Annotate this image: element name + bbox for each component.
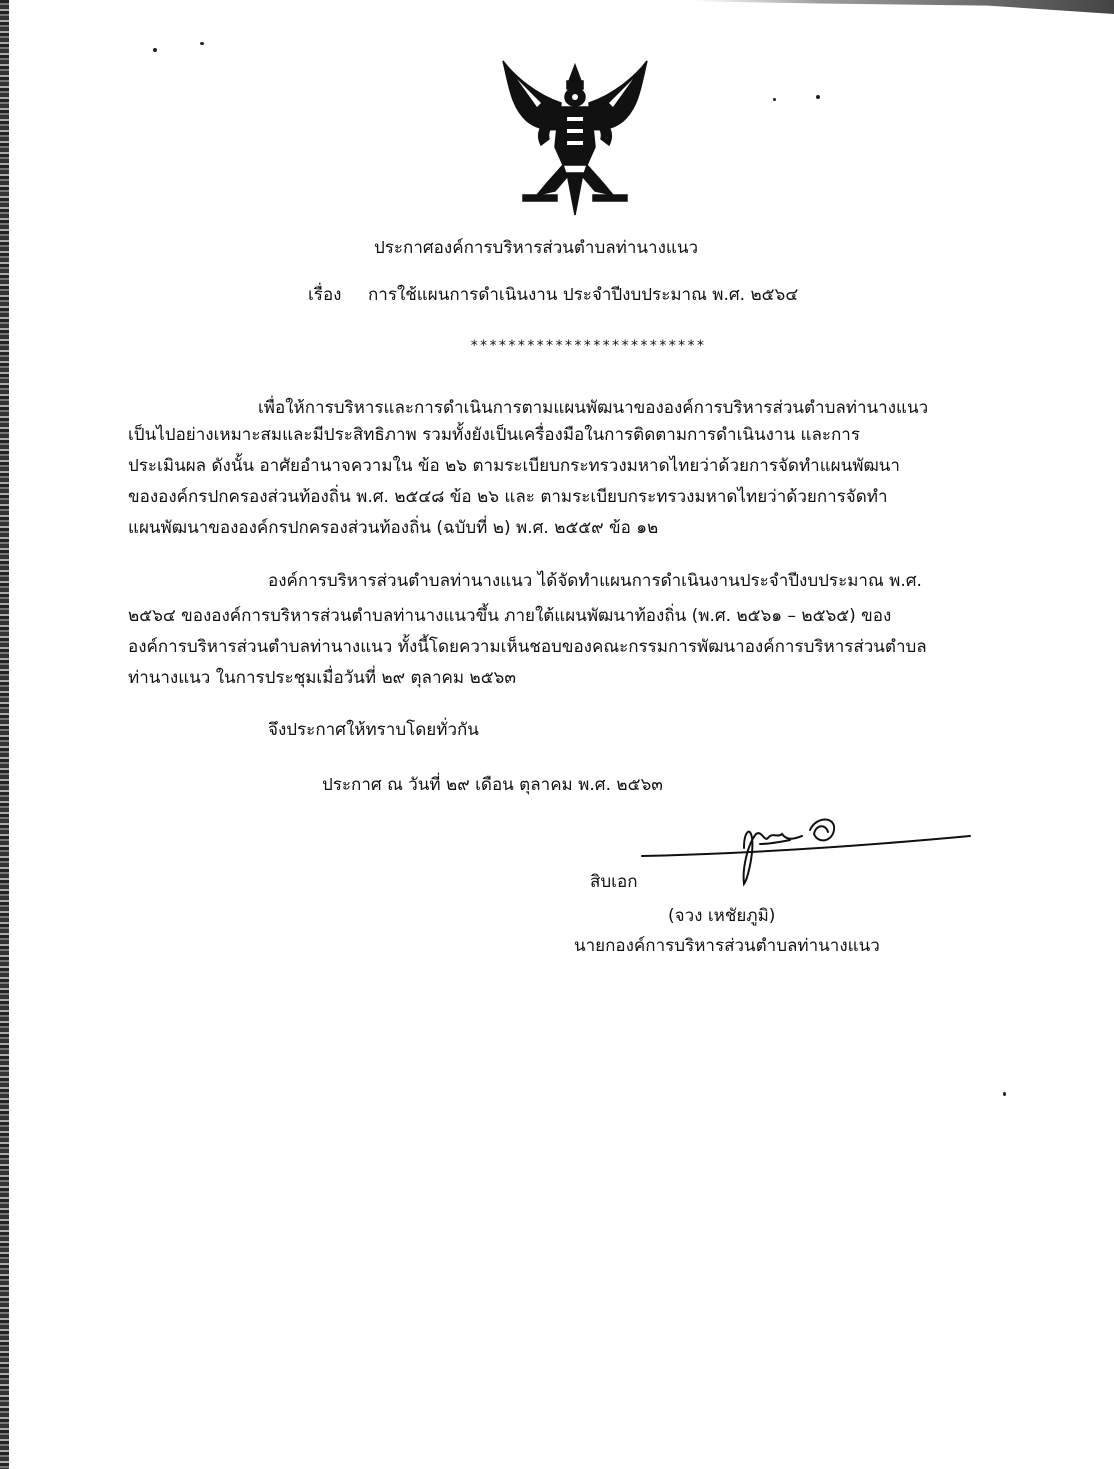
paragraph-2-line-4: ท่านางแนว ในการประชุมเมื่อวันที่ ๒๙ ตุลาคม ๒๕๖๓ xyxy=(128,668,516,688)
paragraph-1-line-5: แผนพัฒนาขององค์กรปกครองส่วนท้องถิ่น (ฉบับที่ ๒) พ.ศ. ๒๕๕๙ ข้อ ๑๒ xyxy=(128,518,659,538)
scan-speck xyxy=(816,95,820,99)
separator-stars: ************************* xyxy=(470,338,706,354)
announcement-date: ประกาศ ณ วันที่ ๒๙ เดือน ตุลาคม พ.ศ. ๒๕๖๓ xyxy=(322,775,663,795)
scan-edge-left xyxy=(0,0,9,1469)
paragraph-1-line-4: ขององค์กรปกครองส่วนท้องถิ่น พ.ศ. ๒๕๔๘ ข้อ ๒๖ และ ตามระเบียบกระทรวงมหาดไทยว่าด้วยการจัดทำ xyxy=(128,487,888,507)
scan-edge-top xyxy=(694,0,1114,14)
scan-speck xyxy=(773,98,776,101)
announcement-title: ประกาศองค์การบริหารส่วนตำบลท่านางแนว xyxy=(374,238,699,258)
paragraph-1-line-2: เป็นไปอย่างเหมาะสมและมีประสิทธิภาพ รวมทั้งยังเป็นเครื่องมือในการติดตามการดำเนินงาน และการ xyxy=(128,425,860,445)
signer-rank: สิบเอก xyxy=(590,872,638,892)
garuda-emblem-icon xyxy=(497,55,653,217)
signer-name: (จวง เหชัยภูมิ) xyxy=(668,906,776,926)
scan-speck xyxy=(200,42,204,45)
signer-position: นายกองค์การบริหารส่วนตำบลท่านางแนว xyxy=(574,936,880,956)
paragraph-1-line-3: ประเมินผล ดังนั้น อาศัยอำนาจความใน ข้อ ๒๖ ตามระเบียบกระทรวงมหาดไทยว่าด้วยการจัดทำแผนพัฒนา xyxy=(128,456,900,476)
paragraph-2-line-2: ๒๕๖๔ ขององค์การบริหารส่วนตำบลท่านางแนวขึ้น ภายใต้แผนพัฒนาท้องถิ่น (พ.ศ. ๒๕๖๑ – ๒๕๖๕) ของ xyxy=(128,606,892,626)
scan-speck xyxy=(1003,1092,1006,1096)
paragraph-2-line-1: องค์การบริหารส่วนตำบลท่านางแนว ได้จัดทำแผนการดำเนินงานประจำปีงบประมาณ พ.ศ. xyxy=(268,571,922,591)
scan-speck xyxy=(153,48,157,52)
paragraph-1-line-1: เพื่อให้การบริหารและการดำเนินการตามแผนพัฒนาขององค์การบริหารส่วนตำบลท่านางแนว xyxy=(258,398,929,418)
closing-text: จึงประกาศให้ทราบโดยทั่วกัน xyxy=(268,720,479,740)
handwritten-signature xyxy=(640,808,980,892)
subject-text: การใช้แผนการดำเนินงาน ประจำปีงบประมาณ พ.ศ. ๒๕๖๔ xyxy=(368,285,799,305)
subject-label: เรื่อง xyxy=(308,285,342,305)
paragraph-2-line-3: องค์การบริหารส่วนตำบลท่านางแนว ทั้งนี้โดยความเห็นชอบของคณะกรรมการพัฒนาองค์การบริหารส่วนตำบล xyxy=(128,637,927,657)
